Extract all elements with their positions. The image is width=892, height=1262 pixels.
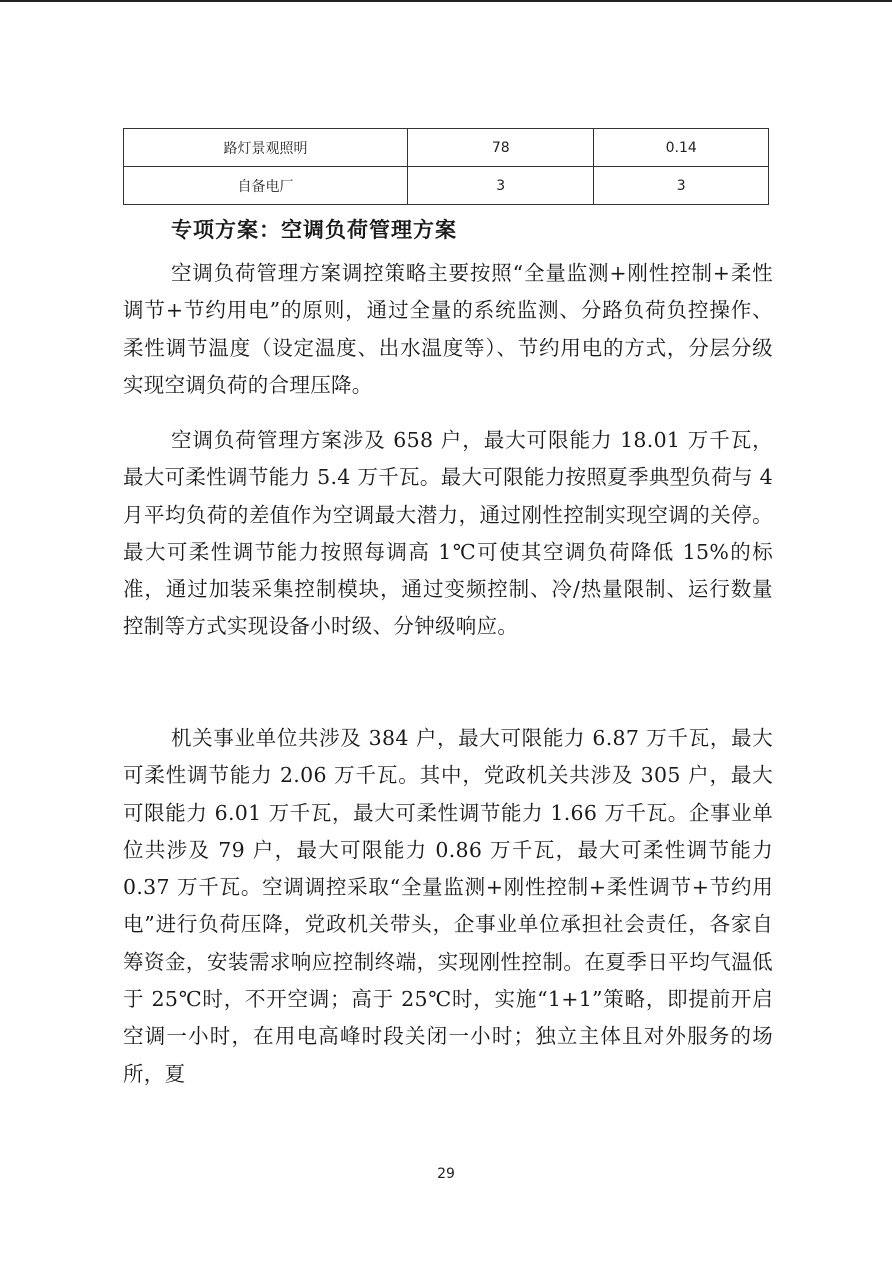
table-cell-value: 0.14	[594, 129, 769, 167]
table-cell-value: 3	[408, 167, 594, 205]
table-row	[124, 167, 769, 205]
section-heading: 专项方案：空调负荷管理方案	[171, 218, 457, 242]
page-number: 29	[437, 1166, 455, 1182]
table-cell-value: 3	[594, 167, 769, 205]
table-cell-category: 自备电厂	[124, 167, 408, 205]
body-paragraph: 空调负荷管理方案涉及 658 户，最大可限能力 18.01 万千瓦，最大可柔性调节能力 5.4 万千瓦。最大可限能力按照夏季典型负荷与 4 月平均负荷的差值作为空调最大潜力，通过刚性控制实现空调的关停。最大可柔性调节能力按照每调高 1℃可使其空调负荷降低 15%的标准，通过加装采集控制模块，通过变频控制、冷/热量限制、运行数量控制等方式实现设备小时级、分钟级响应。	[123, 428, 773, 639]
body-paragraph: 空调负荷管理方案调控策略主要按照“全量监测+刚性控制+柔性调节+节约用电”的原则，通过全量的系统监测、分路负荷负控操作、柔性调节温度（设定温度、出水温度等）、节约用电的方式，分层分级实现空调负荷的合理压降。	[123, 261, 773, 397]
table-row	[124, 129, 769, 167]
table-cell-category: 路灯景观照明	[124, 129, 408, 167]
body-paragraph: 机关事业单位共涉及 384 户，最大可限能力 6.87 万千瓦，最大可柔性调节能力 2.06 万千瓦。其中，党政机关共涉及 305 户，最大可限能力 6.01 万千瓦，最大可柔性调节能力 1.66 万千瓦。企事业单位共涉及 79 户，最大可限能力 0.86 万千瓦，最大可柔性调节能力 0.37 万千瓦。空调调控采取“全量监测+刚性控制+柔性调节+节约用电”进行负荷压降，党政机关带头，企事业单位承担社会责任，各家自筹资金，安装需求响应控制终端，实现刚性控制。在夏季日平均气温低于 25℃时，不开空调；高于 25℃时，实施“1+1”策略，即提前开启空调一小时，在用电高峰时段关闭一小时；独立主体且对外服务的场所，夏	[123, 726, 773, 1086]
top-border-line	[0, 0, 892, 2]
table-cell-value: 78	[408, 129, 594, 167]
load-data-table	[123, 128, 769, 205]
